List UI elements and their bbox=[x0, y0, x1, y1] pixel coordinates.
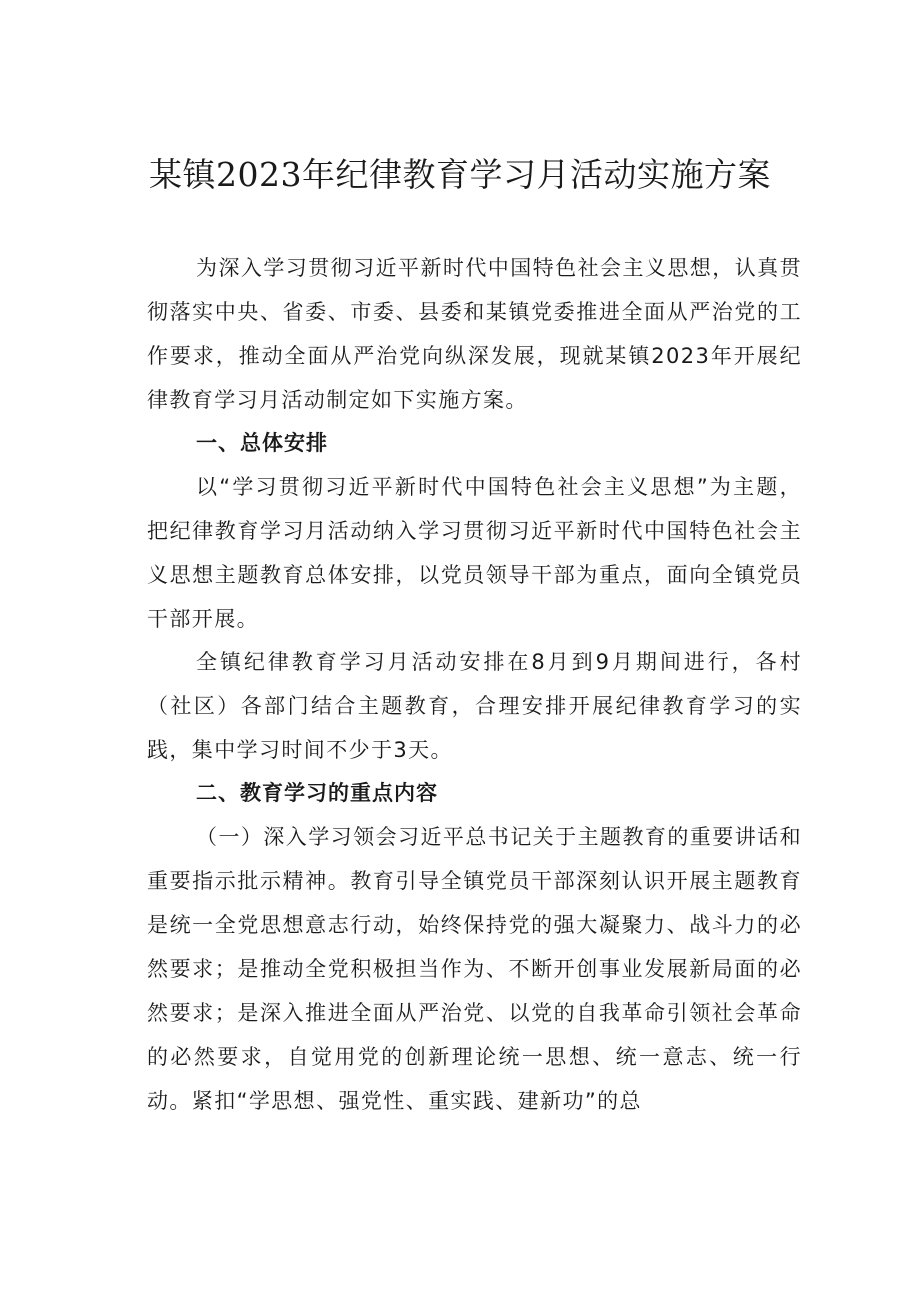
section-2-paragraph-1: （一）深入学习领会习近平总书记关于主题教育的重要讲话和重要指示批示精神。教育引导全镇党员干部深刻认识开展主题教育是统一全党思想意志行动，始终保持党的强大凝聚力、战斗力的必然要求；是推动全党积极担当作为、不断开创事业发展新局面的必然要求；是深入推进全面从严治党、以党的自我革命引领社会革命的必然要求，自觉用党的创新理论统一思想、统一意志、统一行动。紧扣“学思想、强党性、重实践、建新功”的总 bbox=[147, 825, 802, 1113]
section-1-heading: 一、总体安排 bbox=[196, 431, 328, 455]
document-title: 某镇2023年纪律教育学习月活动实施方案 bbox=[149, 155, 771, 194]
intro-paragraph: 为深入学习贯彻习近平新时代中国特色社会主义思想，认真贯彻落实中央、省委、市委、县委和某镇党委推进全面从严治党的工作要求，推动全面从严治党向纵深发展，现就某镇2023年开展纪律教育学习月活动制定如下实施方案。 bbox=[147, 256, 802, 412]
section-1-paragraph-2: 全镇纪律教育学习月活动安排在8月到9月期间进行，各村（社区）各部门结合主题教育，合理安排开展纪律教育学习的实践，集中学习时间不少于3天。 bbox=[147, 650, 802, 762]
section-2-heading: 二、教育学习的重点内容 bbox=[196, 781, 438, 805]
section-1-paragraph-1: 以“学习贯彻习近平新时代中国特色社会主义思想”为主题，把纪律教育学习月活动纳入学习贯彻习近平新时代中国特色社会主义思想主题教育总体安排，以党员领导干部为重点，面向全镇党员干部开展。 bbox=[147, 475, 802, 631]
